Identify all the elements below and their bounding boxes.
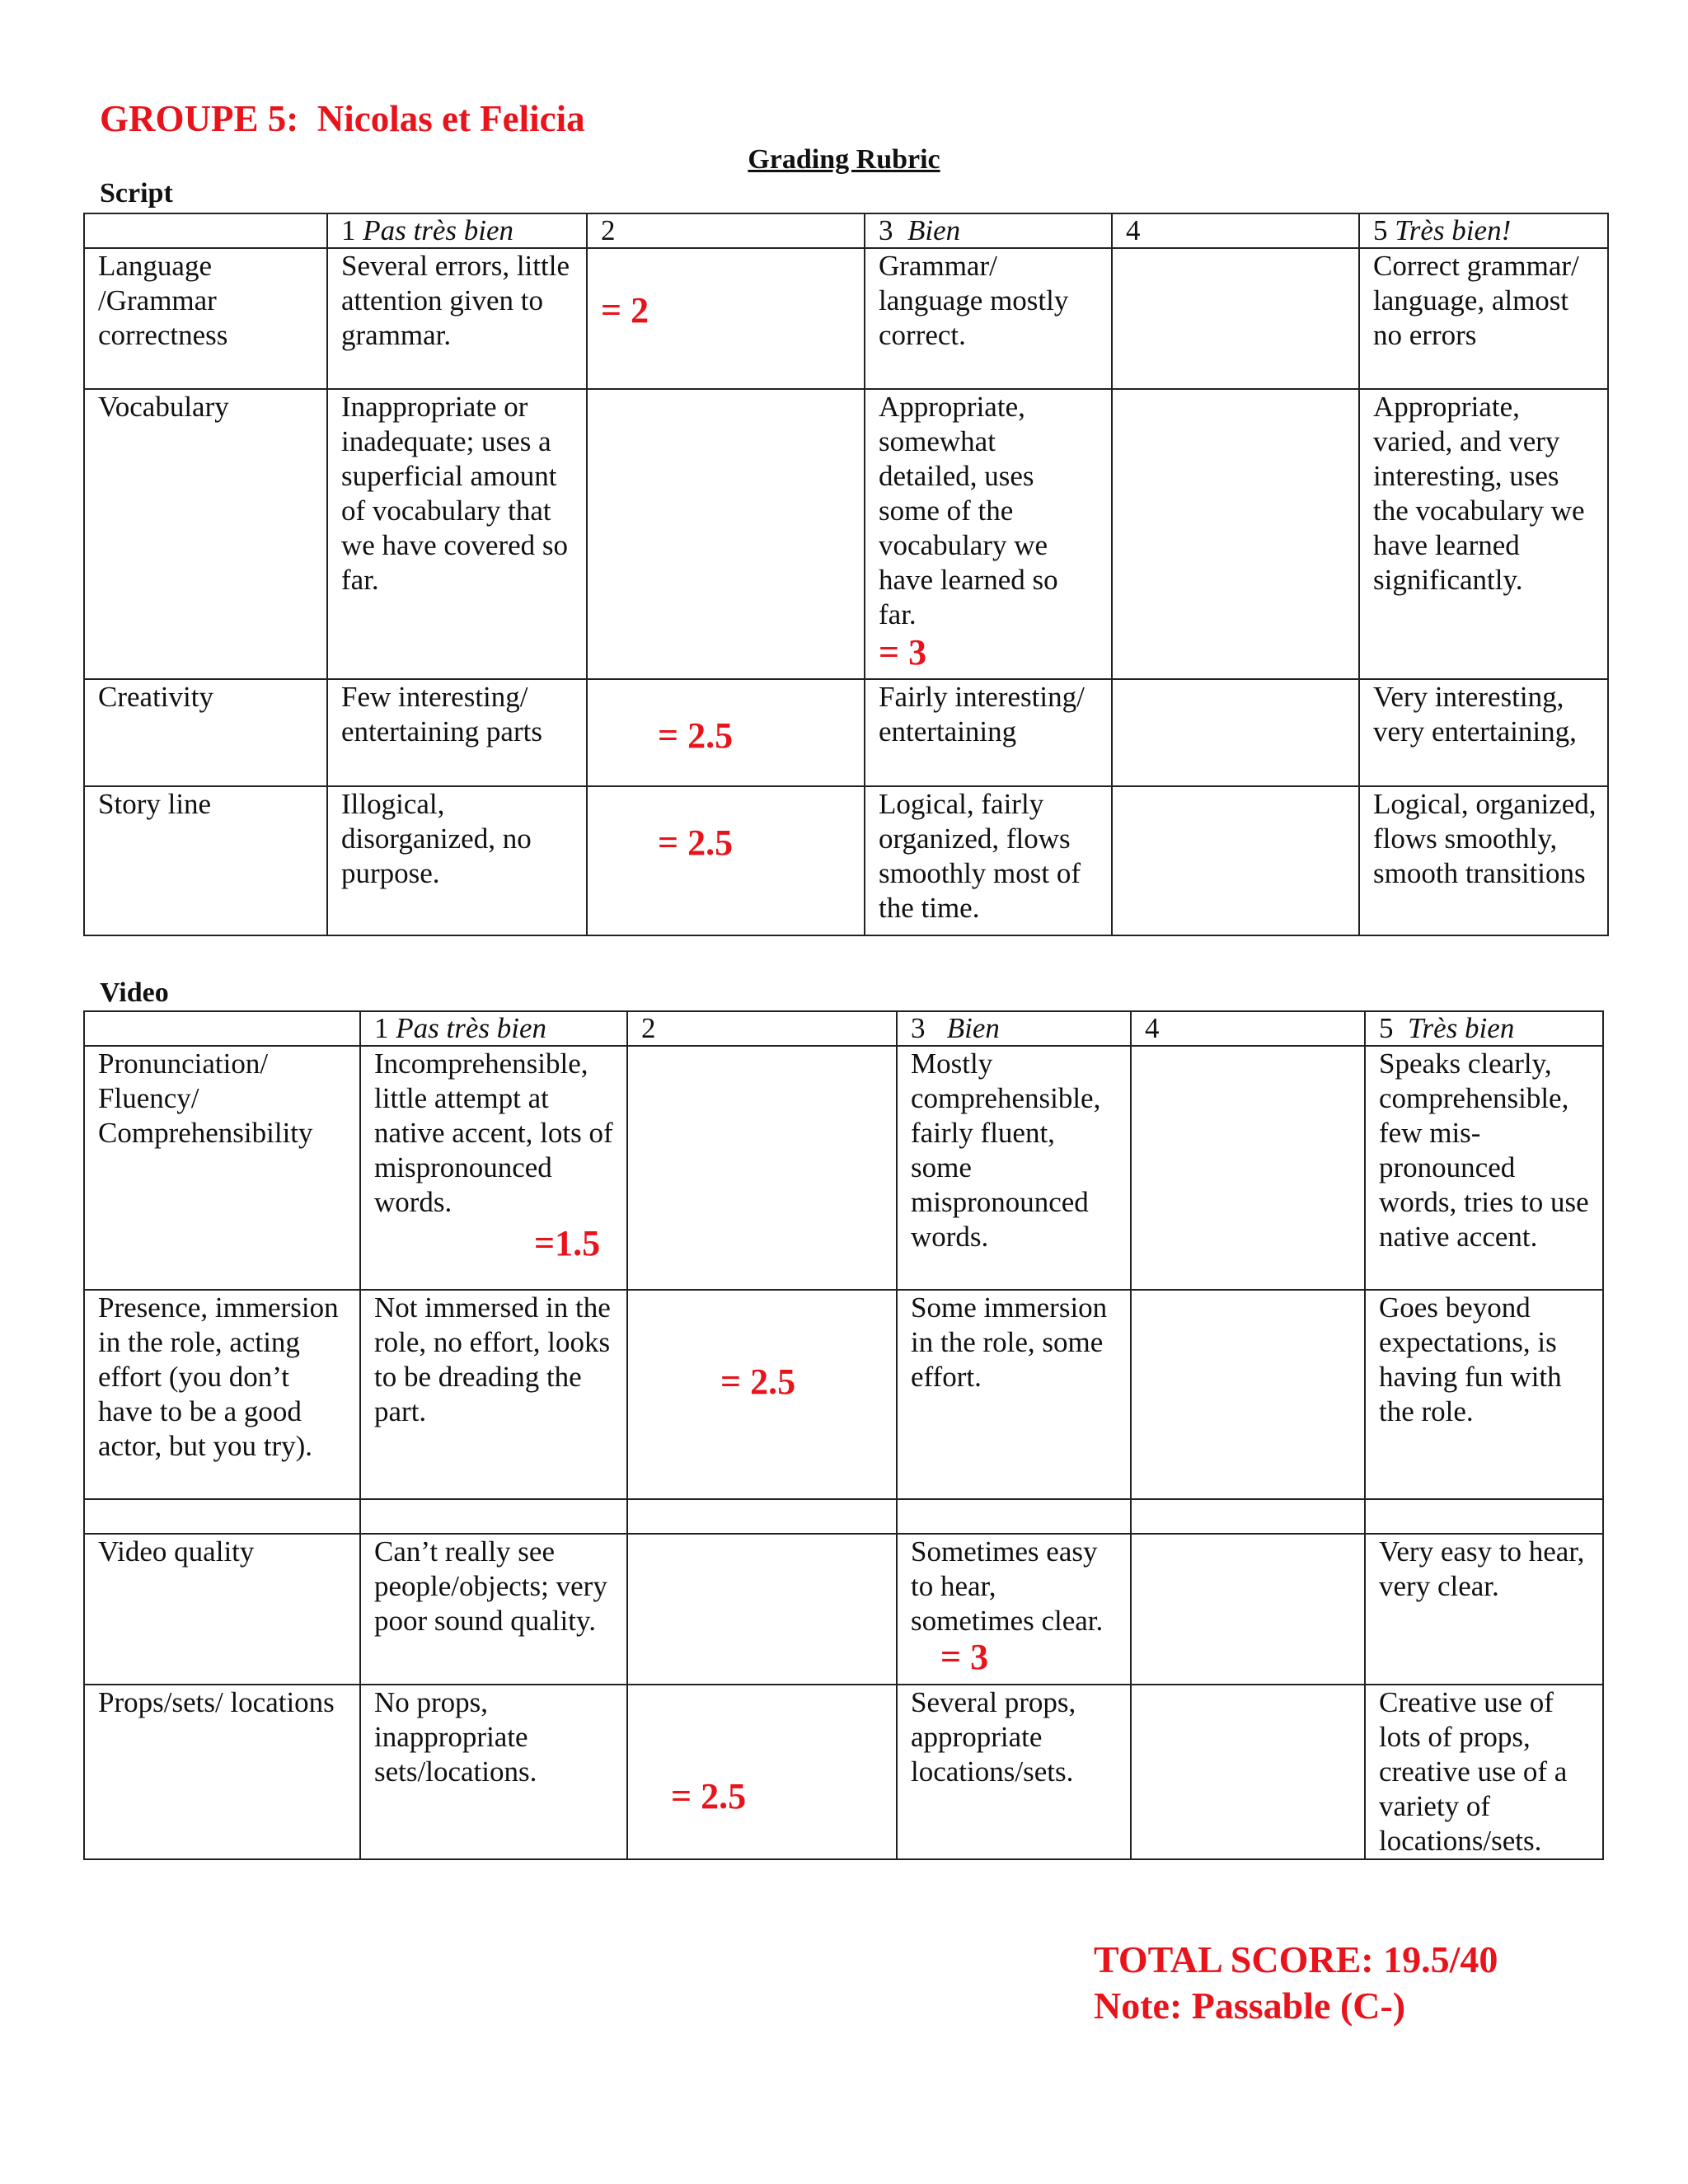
level-1-cell	[360, 1046, 627, 1290]
level-1-cell: Few interesting/ entertaining parts	[327, 679, 587, 786]
rubric-title: Grading Rubric	[748, 144, 940, 175]
level-3-text: Appropriate, somewhat detailed, uses some of the vocabulary we have learned so far.	[879, 391, 1058, 630]
video-header-row	[84, 1011, 1603, 1046]
header-cell-1: 1 Pas très bien	[360, 1011, 627, 1046]
video-rubric-table	[83, 1010, 1604, 1860]
criterion-cell: Vocabulary	[84, 389, 327, 679]
level-3-cell	[897, 1534, 1131, 1685]
table-row	[84, 1290, 1603, 1499]
video-section-label: Video	[100, 977, 169, 1008]
level-2-cell	[627, 1046, 897, 1290]
score-annotation: = 2.5	[658, 823, 734, 863]
level-5-cell: Creative use of lots of props, creative use of a variety of locations/sets.	[1365, 1685, 1603, 1859]
level-2-cell	[587, 389, 865, 679]
level-5-cell	[1365, 1499, 1603, 1534]
level-4-cell	[1112, 679, 1359, 786]
criterion-cell: Presence, immersion in the role, acting effort (you don’t have to be a good actor, but you try).	[84, 1290, 360, 1499]
criterion-cell	[84, 1499, 360, 1534]
table-row	[84, 1046, 1603, 1290]
level-2-cell	[627, 1499, 897, 1534]
level-5-cell: Goes beyond expectations, is having fun with the role.	[1365, 1290, 1603, 1499]
level-2-cell	[587, 679, 865, 786]
table-row	[84, 786, 1608, 935]
level-5-cell: Logical, organized, flows smoothly, smooth transitions	[1359, 786, 1608, 935]
score-annotation: = 3	[940, 1637, 989, 1677]
criterion-cell: Props/sets/ locations	[84, 1685, 360, 1859]
script-rubric-table	[83, 213, 1609, 936]
level-4-cell	[1112, 389, 1359, 679]
grade-note: Note: Passable (C-)	[1094, 1985, 1406, 2027]
level-3-cell: Mostly comprehensible, fairly fluent, some mispronounced words.	[897, 1046, 1131, 1290]
level-5-cell: Correct grammar/ language, almost no errors	[1359, 248, 1608, 389]
level-4-cell	[1131, 1046, 1365, 1290]
header-cell-blank	[84, 1011, 360, 1046]
score-annotation: = 3	[879, 632, 927, 673]
criterion-cell: Story line	[84, 786, 327, 935]
header-cell-5: 5 Très bien	[1365, 1011, 1603, 1046]
score-annotation: = 2.5	[720, 1361, 796, 1402]
header-cell-5: 5 Très bien!	[1359, 213, 1608, 248]
level-4-cell	[1112, 786, 1359, 935]
level-1-text: Incomprehensible, little attempt at native accent, lots of mispronounced words.	[374, 1047, 613, 1218]
score-annotation: = 2.5	[658, 715, 734, 756]
score-annotation: = 2.5	[671, 1776, 747, 1816]
level-5-cell: Appropriate, varied, and very interesting, uses the vocabulary we have learned significantly.	[1359, 389, 1608, 679]
table-row	[84, 679, 1608, 786]
score-annotation: = 2	[601, 290, 649, 330]
table-row	[84, 248, 1608, 389]
level-1-cell: Can’t really see people/objects; very poor sound quality.	[360, 1534, 627, 1685]
level-3-text: Sometimes easy to hear, sometimes clear.	[911, 1535, 1104, 1637]
level-2-cell	[627, 1685, 897, 1859]
level-3-cell: Logical, fairly organized, flows smoothly most of the time.	[865, 786, 1112, 935]
level-4-cell	[1131, 1499, 1365, 1534]
criterion-cell: Video quality	[84, 1534, 360, 1685]
script-header-row	[84, 213, 1608, 248]
table-row	[84, 1499, 1603, 1534]
level-1-cell: Several errors, little attention given to grammar.	[327, 248, 587, 389]
level-4-cell	[1112, 248, 1359, 389]
level-1-cell: Inappropriate or inadequate; uses a superficial amount of vocabulary that we have covered so far.	[327, 389, 587, 679]
criterion-cell: Pronunciation/ Fluency/ Comprehensibility	[84, 1046, 360, 1290]
table-row	[84, 389, 1608, 679]
level-2-cell	[587, 248, 865, 389]
header-cell-2: 2	[627, 1011, 897, 1046]
total-score: TOTAL SCORE: 19.5/40	[1094, 1938, 1498, 1980]
group-title: GROUPE 5: Nicolas et Felicia	[100, 98, 585, 139]
criterion-cell: Creativity	[84, 679, 327, 786]
level-3-cell: Fairly interesting/ entertaining	[865, 679, 1112, 786]
level-3-cell: Several props, appropriate locations/sets.	[897, 1685, 1131, 1859]
table-row	[84, 1685, 1603, 1859]
level-1-cell	[360, 1499, 627, 1534]
level-3-cell: Grammar/ language mostly correct.	[865, 248, 1112, 389]
level-1-cell: Illogical, disorganized, no purpose.	[327, 786, 587, 935]
script-section-label: Script	[100, 178, 173, 209]
header-cell-1: 1 Pas très bien	[327, 213, 587, 248]
level-4-cell	[1131, 1534, 1365, 1685]
total-score-block	[1094, 1937, 1498, 2029]
level-3-cell	[897, 1499, 1131, 1534]
level-5-cell: Very easy to hear, very clear.	[1365, 1534, 1603, 1685]
level-4-cell	[1131, 1685, 1365, 1859]
level-3-cell	[865, 389, 1112, 679]
score-annotation: =1.5	[534, 1223, 601, 1263]
level-2-cell	[627, 1534, 897, 1685]
level-4-cell	[1131, 1290, 1365, 1499]
level-5-cell: Very interesting, very entertaining,	[1359, 679, 1608, 786]
header-cell-2: 2	[587, 213, 865, 248]
level-5-cell: Speaks clearly, comprehensible, few mis-pronounced words, tries to use native accent.	[1365, 1046, 1603, 1290]
level-1-cell: Not immersed in the role, no effort, looks to be dreading the part.	[360, 1290, 627, 1499]
header-cell-3: 3 Bien	[897, 1011, 1131, 1046]
criterion-cell: Language /Grammar correctness	[84, 248, 327, 389]
level-2-cell	[627, 1290, 897, 1499]
header-cell-3: 3 Bien	[865, 213, 1112, 248]
level-1-cell: No props, inappropriate sets/locations.	[360, 1685, 627, 1859]
level-3-cell: Some immersion in the role, some effort.	[897, 1290, 1131, 1499]
header-cell-blank	[84, 213, 327, 248]
header-cell-4: 4	[1131, 1011, 1365, 1046]
level-2-cell	[587, 786, 865, 935]
table-row	[84, 1534, 1603, 1685]
header-cell-4: 4	[1112, 213, 1359, 248]
